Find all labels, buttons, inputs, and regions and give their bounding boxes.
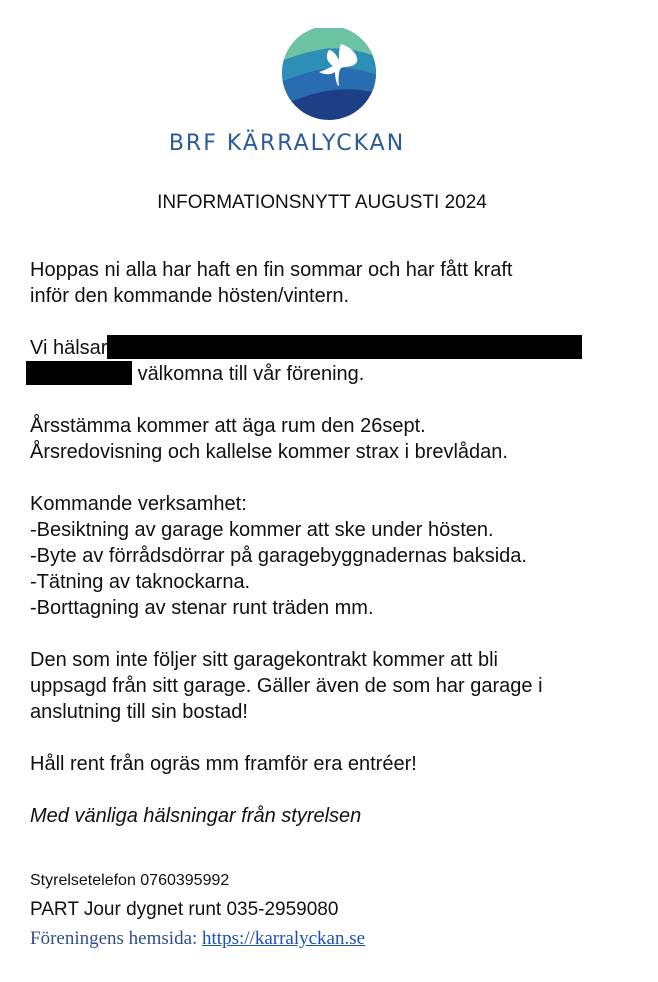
- intro-line: inför den kommande hösten/vintern.: [30, 285, 350, 307]
- newsletter-title: INFORMATIONSNYTT AUGUSTI 2024: [157, 192, 487, 213]
- garage-line: anslutning till sin bostad!: [30, 701, 248, 723]
- redaction-bar: [107, 335, 582, 359]
- leaf-logo-icon: [279, 28, 379, 128]
- activity-item: -Tätning av taknockarna.: [30, 571, 251, 593]
- garage-line: Den som inte följer sitt garagekontrakt kommer att bli: [30, 649, 498, 671]
- welcome-paragraph: [30, 335, 630, 387]
- meeting-line: Årsredovisning och kallelse kommer strax i brevlådan.: [30, 441, 508, 463]
- logo: [0, 28, 658, 128]
- activity-item: -Besiktning av garage kommer att ske under hösten.: [30, 519, 494, 541]
- website-line: [30, 928, 630, 950]
- redaction-bar: [26, 361, 132, 385]
- organization-name: BRF KÄRRALYCKAN: [168, 131, 406, 156]
- garage-line: uppsagd från sitt garage. Gäller även de som har garage i: [30, 675, 543, 697]
- weeds-paragraph: [30, 751, 630, 777]
- welcome-suffix: välkomna till vår förening.: [137, 363, 365, 385]
- contact-section: [30, 872, 630, 950]
- intro-paragraph: [30, 257, 630, 309]
- intro-line: Hoppas ni alla har haft en fin sommar och har fått kraft: [30, 259, 513, 281]
- meeting-line: Årsstämma kommer att äga rum den 26sept.: [30, 415, 426, 437]
- activities-heading: Kommande verksamhet:: [30, 493, 247, 515]
- board-phone: Styrelsetelefon 0760395992: [30, 872, 230, 889]
- meeting-paragraph: [30, 413, 630, 465]
- garage-paragraph: [30, 647, 630, 725]
- activity-item: -Byte av förrådsdörrar på garagebyggnadernas baksida.: [30, 545, 527, 567]
- signoff: Med vänliga hälsningar från styrelsen: [30, 805, 362, 827]
- activity-item: -Borttagning av stenar runt träden mm.: [30, 597, 374, 619]
- website-label: Föreningens hemsida:: [30, 928, 198, 949]
- weeds-line: Håll rent från ogräs mm framför era entréer!: [30, 753, 417, 775]
- welcome-line: [30, 335, 630, 361]
- emergency-jour: PART Jour dygnet runt 035-2959080: [30, 899, 339, 920]
- welcome-line: [30, 361, 630, 387]
- newsletter-body: [30, 257, 630, 829]
- website-link[interactable]: https://karralyckan.se: [202, 928, 366, 949]
- activities-paragraph: [30, 491, 630, 621]
- welcome-prefix: Vi hälsar: [30, 337, 108, 359]
